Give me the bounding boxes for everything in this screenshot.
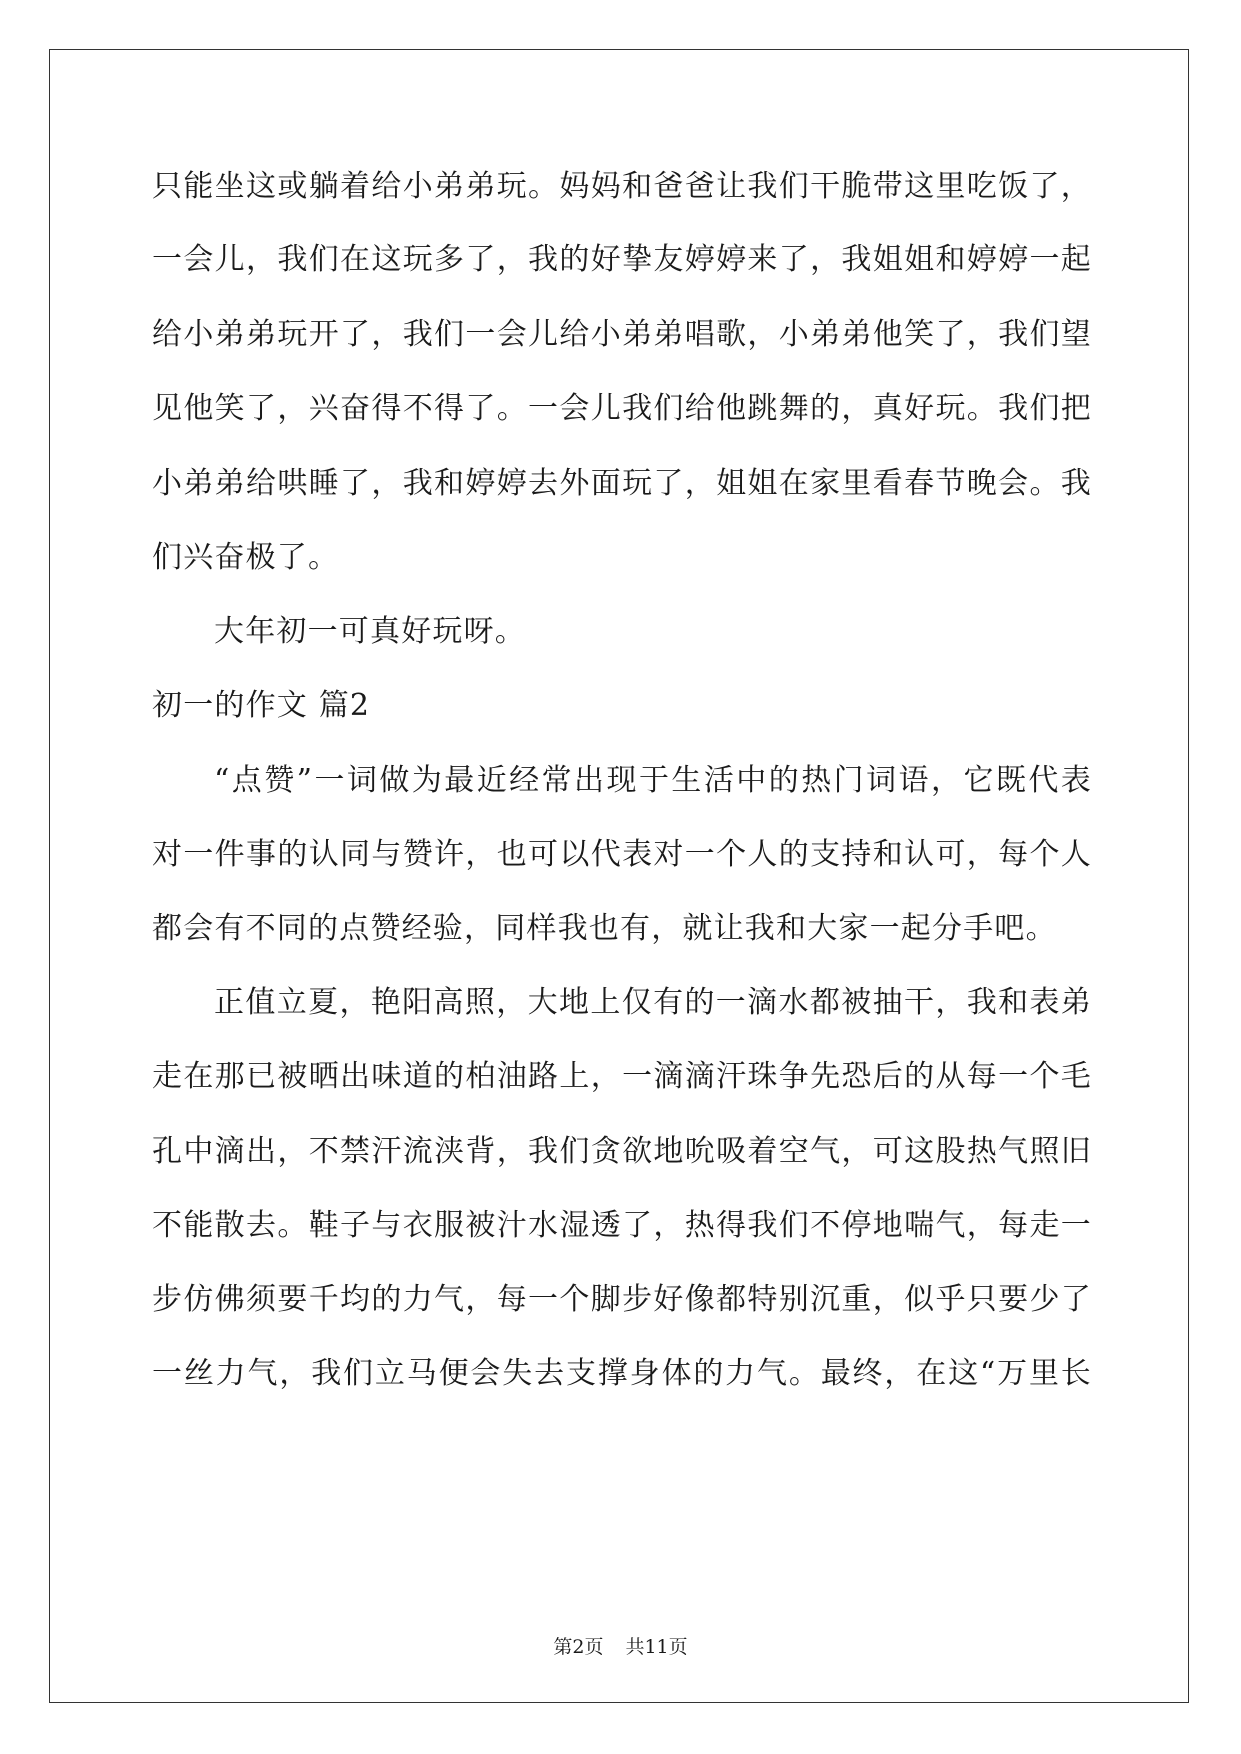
text-line: 不能散去。鞋子与衣服被汁水湿透了，热得我们不停地喘气，每走一 [152, 1208, 1092, 1243]
text-line: 给小弟弟玩开了，我们一会儿给小弟弟唱歌，小弟弟他笑了，我们望 [152, 317, 1092, 352]
text-line: 正值立夏，艳阳高照，大地上仅有的一滴水都被抽干，我和表弟 [214, 985, 1092, 1020]
text-line: 都会有不同的点赞经验，同样我也有，就让我和大家一起分手吧。 [152, 911, 1057, 946]
text-line: 们兴奋极了。 [152, 540, 340, 575]
text-line: 小弟弟给哄睡了，我和婷婷去外面玩了，姐姐在家里看春节晚会。我 [152, 466, 1092, 501]
text-line: 走在那已被晒出味道的柏油路上，一滴滴汗珠争先恐后的从每一个毛 [152, 1059, 1092, 1094]
text-line: 见他笑了，兴奋得不得了。一会儿我们给他跳舞的，真好玩。我们把 [152, 391, 1092, 426]
text-line: 只能坐这或躺着给小弟弟玩。妈妈和爸爸让我们干脆带这里吃饭了， [152, 169, 1092, 204]
section-heading: 初一的作文 篇2 [152, 688, 371, 723]
page-footer [0, 1632, 1241, 1659]
page-number: 第2页 [553, 1636, 604, 1658]
text-line: 对一件事的认同与赞许，也可以代表对一个人的支持和认可，每个人 [152, 837, 1092, 872]
text-line: 步仿佛须要千均的力气，每一个脚步好像都特别沉重，似乎只要少了 [152, 1282, 1092, 1317]
text-line: 一丝力气，我们立马便会失去支撑身体的力气。最终，在这“万里长 [152, 1356, 1092, 1391]
page-total: 共11页 [625, 1636, 688, 1658]
text-line: 孔中滴出，不禁汗流浃背，我们贪欲地吮吸着空气，可这股热气照旧 [152, 1134, 1092, 1169]
text-line: “点赞”一词做为最近经常出现于生活中的热门词语，它既代表 [214, 763, 1092, 798]
text-line: 一会儿，我们在这玩多了，我的好挚友婷婷来了，我姐姐和婷婷一起 [152, 242, 1092, 277]
text-line: 大年初一可真好玩呀。 [214, 614, 526, 649]
page-border [49, 49, 1189, 1703]
